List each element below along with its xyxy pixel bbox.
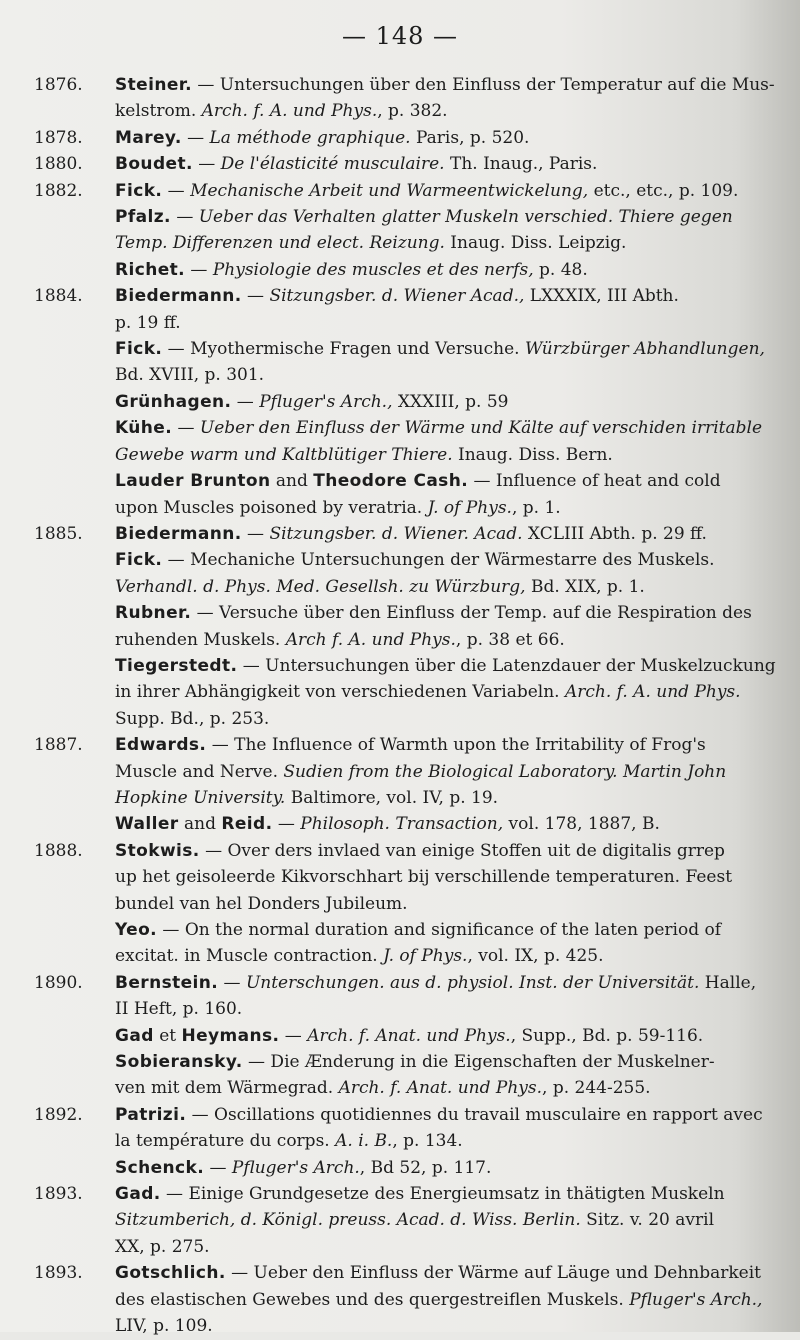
entry-text: p. 48. xyxy=(533,259,588,280)
entry-text: kelstrom. xyxy=(115,101,202,122)
entry-line xyxy=(0,864,800,890)
entry-line xyxy=(0,1181,800,1207)
entry-line xyxy=(0,336,800,362)
italic-title: Arch f. A. und Phys. xyxy=(285,629,456,650)
entry-text: Th. Inaug., Paris. xyxy=(444,154,598,175)
author-name: Bernstein. xyxy=(115,972,219,993)
entry-text: Halle, xyxy=(699,972,757,993)
italic-title: Gewebe warm und Kaltblütiger Thiere. xyxy=(115,444,453,465)
entry-text: — On the normal duration and significance of the laten period of xyxy=(157,920,722,940)
entry-line xyxy=(0,891,800,917)
entry-line xyxy=(0,415,800,441)
entry-line xyxy=(0,468,800,494)
entry-line xyxy=(0,204,800,230)
entry-line xyxy=(0,547,800,573)
author-name: Grünhagen. xyxy=(115,391,232,412)
entry-text: — xyxy=(218,972,246,993)
entry-line xyxy=(0,653,800,679)
entry-text: — xyxy=(272,814,301,835)
entry-text: — xyxy=(162,180,191,201)
bibliography-entry xyxy=(0,468,800,521)
entry-year: 1878. xyxy=(34,127,83,148)
entry-text: Inaug. Diss. Bern. xyxy=(452,444,613,465)
entry-text: , p. 134. xyxy=(392,1131,463,1152)
italic-title: Pfluger's Arch. xyxy=(231,1157,360,1178)
entry-year: 1893. xyxy=(34,1184,83,1205)
entry-year: 1892. xyxy=(34,1104,83,1125)
bibliography-entry xyxy=(0,151,800,177)
italic-title: Arch. f. A. und Phys. xyxy=(565,682,741,703)
entry-text: — xyxy=(185,259,213,280)
entry-line xyxy=(0,627,800,653)
author-name: Pfalz. xyxy=(115,207,171,228)
author-name: Theodore Cash. xyxy=(313,471,469,492)
entry-text: , p. 38 et 66. xyxy=(455,629,565,650)
entry-text: XXXIII, p. 59 xyxy=(392,391,509,412)
entry-text: — xyxy=(241,286,270,307)
bibliography-entry xyxy=(0,732,800,811)
italic-title: A. i. B. xyxy=(335,1131,393,1152)
italic-title: Arch. f. A. und Phys. xyxy=(201,101,378,122)
author-name: Patrizi. xyxy=(115,1104,187,1125)
author-name: Biedermann. xyxy=(115,523,242,544)
entry-line xyxy=(0,1075,800,1101)
entry-text: — xyxy=(279,1025,308,1046)
entry-text: bundel van hel Donders Jubileum. xyxy=(115,893,408,914)
entry-text: Baltimore, vol. IV, p. 19. xyxy=(285,787,499,808)
entry-line xyxy=(0,811,800,837)
entry-text: — xyxy=(170,207,199,228)
entry-line xyxy=(0,838,800,864)
entry-line xyxy=(0,1128,800,1154)
author-name: Sobieransky. xyxy=(115,1052,243,1073)
author-name: Fick. xyxy=(115,339,163,360)
author-name: Yeo. xyxy=(115,920,158,940)
author-name: Gad. xyxy=(115,1184,161,1205)
entry-year: 1885. xyxy=(34,523,83,544)
entry-line xyxy=(0,1234,800,1260)
author-name: Steiner. xyxy=(115,75,192,95)
bibliography-entry xyxy=(0,204,800,257)
entry-text: Bd. XVIII, p. 301. xyxy=(115,365,265,386)
author-name: Gad xyxy=(115,1025,154,1046)
entry-text: excitat. in Muscle contraction. xyxy=(115,946,384,967)
italic-title: Würzbürger Abhandlungen, xyxy=(524,339,765,360)
author-name: Richet. xyxy=(115,259,186,280)
entry-text: des elastischen Gewebes und des quergestreiflen Muskels. xyxy=(115,1289,630,1310)
entry-text: Sitz. v. 20 avril xyxy=(580,1210,715,1231)
author-name: Lauder Brunton xyxy=(115,471,271,492)
italic-title: Ueber den Einfluss der Wärme und Kälte auf verschiden irritable xyxy=(199,418,763,439)
entry-text: and xyxy=(178,814,222,835)
entry-text: Muscle and Nerve. xyxy=(115,761,284,782)
entry-text: — Influence of heat and cold xyxy=(468,471,721,492)
entry-text: — Over ders invlaed van einige Stoffen uit de digitalis grrep xyxy=(199,840,725,861)
italic-title: Ueber das Verhalten glatter Muskeln verschied. Thiere gegen xyxy=(198,207,733,228)
entry-year: 1880. xyxy=(34,154,83,175)
entry-text: XX, p. 275. xyxy=(115,1236,210,1257)
author-name: Kühe. xyxy=(115,418,173,439)
entry-text: ven mit dem Wärmegrad. xyxy=(115,1078,339,1099)
bibliography-entry xyxy=(0,125,800,151)
entry-year: 1887. xyxy=(34,735,83,756)
italic-title: Unterschungen. aus d. physiol. Inst. der Universität. xyxy=(245,972,700,993)
bibliography-entry xyxy=(0,1102,800,1155)
entry-text: etc., etc., p. 109. xyxy=(588,180,739,201)
bibliography-entry xyxy=(0,970,800,1023)
entry-line xyxy=(0,1155,800,1181)
entry-line xyxy=(0,1102,800,1128)
entry-text: — Mechaniche Untersuchungen der Wärmestarre des Muskels. xyxy=(162,550,715,571)
bibliography-entry xyxy=(0,917,800,970)
bibliography-entry xyxy=(0,1260,800,1339)
italic-title: Pfluger's Arch., xyxy=(629,1289,763,1310)
italic-title: J. of Phys. xyxy=(383,946,468,967)
entry-text: II Heft, p. 160. xyxy=(115,999,243,1020)
entry-text: , p. 382. xyxy=(377,101,448,122)
entry-text: — Untersuchungen über den Einfluss der Temperatur auf die Mus- xyxy=(191,75,775,95)
entry-text: — Ueber den Einfluss der Wärme auf Läuge und Dehnbarkeit xyxy=(225,1263,762,1284)
entry-text: , vol. IX, p. 425. xyxy=(467,946,604,967)
italic-title: Sitzungsber. d. Wiener Acad., xyxy=(269,286,525,307)
entry-text: , Bd 52, p. 117. xyxy=(359,1157,492,1178)
entry-text: — Myothermische Fragen und Versuche. xyxy=(162,339,525,360)
bibliography-entry xyxy=(0,521,800,547)
entry-line xyxy=(0,521,800,547)
entry-line xyxy=(0,1313,800,1339)
italic-title: J. of Phys. xyxy=(427,497,512,518)
entry-line xyxy=(0,1287,800,1313)
entry-text: — xyxy=(241,523,270,544)
bibliography-entry xyxy=(0,389,800,415)
entry-text: , p. 1. xyxy=(511,497,561,518)
entry-text: , p. 244-255. xyxy=(542,1078,651,1099)
bibliography-entry xyxy=(0,283,800,336)
bibliography-entry xyxy=(0,178,800,204)
entry-text: — xyxy=(172,418,200,439)
entry-year: 1893. xyxy=(34,1263,83,1284)
entry-line xyxy=(0,1207,800,1233)
entry-text: — xyxy=(192,154,221,175)
entry-text: — Oscillations quotidiennes du travail musculaire en rapport avec xyxy=(186,1104,763,1125)
bibliography-entry xyxy=(0,600,800,653)
italic-title: Verhandl. d. Phys. Med. Gesellsh. zu Würzburg, xyxy=(115,576,526,597)
bibliography-entry xyxy=(0,72,800,125)
bibliography-entry xyxy=(0,257,800,283)
entry-year: 1884. xyxy=(34,286,83,307)
author-name: Waller xyxy=(115,814,179,835)
entry-text: vol. 178, 1887, B. xyxy=(503,814,660,835)
entry-line xyxy=(0,178,800,204)
entry-year: 1876. xyxy=(34,75,83,95)
author-name: Boudet. xyxy=(115,154,193,175)
entry-text: — Einige Grundgesetze des Energieumsatz in thätigten Muskeln xyxy=(160,1184,725,1205)
italic-title: Philosoph. Transaction, xyxy=(300,814,504,835)
entry-line xyxy=(0,1049,800,1075)
italic-title: Sitzumberich, d. Königl. preuss. Acad. d. Wiss. Berlin. xyxy=(115,1210,581,1231)
author-name: Biedermann. xyxy=(115,286,242,307)
entry-text: Inaug. Diss. Leipzig. xyxy=(444,233,627,254)
bibliography-entry xyxy=(0,838,800,917)
entry-line xyxy=(0,785,800,811)
entry-text: and xyxy=(270,471,314,492)
entry-line xyxy=(0,98,800,124)
entry-year: 1888. xyxy=(34,840,83,861)
author-name: Heymans. xyxy=(181,1025,280,1046)
entry-text: XCLIII Abth. p. 29 ff. xyxy=(522,523,707,544)
entry-line xyxy=(0,574,800,600)
entry-line xyxy=(0,996,800,1022)
entry-text: up het geisoleerde Kikvorschhart bij verschillende temperaturen. Feest xyxy=(115,867,733,888)
entry-line xyxy=(0,679,800,705)
author-name: Fick. xyxy=(115,180,163,201)
entry-year: 1882. xyxy=(34,180,83,201)
entry-text: — xyxy=(231,391,260,412)
entry-line xyxy=(0,600,800,626)
author-name: Gotschlich. xyxy=(115,1263,226,1284)
entry-line xyxy=(0,230,800,256)
entry-text: la température du corps. xyxy=(115,1131,336,1152)
entry-line xyxy=(0,706,800,732)
bibliography-entry xyxy=(0,336,800,389)
bibliography-entry xyxy=(0,653,800,732)
entry-text: — xyxy=(204,1157,232,1178)
entry-text: p. 19 ff. xyxy=(115,312,181,333)
entry-line xyxy=(0,151,800,177)
entry-line xyxy=(0,732,800,758)
entry-line xyxy=(0,1023,800,1049)
entry-line xyxy=(0,72,800,98)
entry-line xyxy=(0,442,800,468)
entry-text: , Supp., Bd. p. 59-116. xyxy=(510,1025,704,1046)
italic-title: Arch. f. Anat. und Phys. xyxy=(338,1078,543,1099)
entry-text: — xyxy=(181,127,210,148)
entry-line xyxy=(0,970,800,996)
italic-title: De l'élasticité musculaire. xyxy=(220,154,445,175)
entry-line xyxy=(0,125,800,151)
author-name: Edwards. xyxy=(115,735,207,756)
bibliography-entry xyxy=(0,1155,800,1181)
entry-text: — The Influence of Warmth upon the Irritability of Frog's xyxy=(206,735,706,756)
author-name: Schenck. xyxy=(115,1157,205,1178)
entry-text: — Untersuchungen über die Latenzdauer der Muskelzuckung xyxy=(237,655,776,676)
entry-text: et xyxy=(153,1025,182,1046)
entry-text: upon Muscles poisoned by veratria. xyxy=(115,497,428,518)
entry-line xyxy=(0,759,800,785)
bibliography-entry xyxy=(0,415,800,468)
entry-line xyxy=(0,310,800,336)
author-name: Reid. xyxy=(221,814,273,835)
entry-text: — Die Ænderung in die Eigenschaften der Muskelner- xyxy=(242,1052,715,1073)
italic-title: La méthode graphique. xyxy=(209,127,411,148)
bibliography-entry xyxy=(0,547,800,600)
entry-line xyxy=(0,362,800,388)
bibliography-entry xyxy=(0,811,800,837)
italic-title: Hopkine University. xyxy=(115,787,286,808)
author-name: Marey. xyxy=(115,127,182,148)
author-name: Fick. xyxy=(115,550,163,571)
bibliography-list xyxy=(0,72,800,1340)
italic-title: Sudien from the Biological Laboratory. Martin John xyxy=(283,761,727,782)
italic-title: Mechanische Arbeit und Warmeentwickelung, xyxy=(190,180,589,201)
entry-line xyxy=(0,917,800,943)
entry-line xyxy=(0,389,800,415)
bibliography-entry xyxy=(0,1023,800,1049)
author-name: Tiegerstedt. xyxy=(115,655,238,676)
entry-line xyxy=(0,257,800,283)
entry-line xyxy=(0,943,800,969)
entry-year: 1890. xyxy=(34,972,83,993)
entry-line xyxy=(0,283,800,309)
entry-text: ruhenden Muskels. xyxy=(115,629,286,650)
entry-text: — Versuche über den Einfluss der Temp. auf die Respiration des xyxy=(191,603,752,624)
bibliography-entry xyxy=(0,1049,800,1102)
italic-title: Pfluger's Arch., xyxy=(259,391,393,412)
italic-title: Sitzungsber. d. Wiener. Acad. xyxy=(269,523,523,544)
author-name: Stokwis. xyxy=(115,840,200,861)
entry-text: Bd. XIX, p. 1. xyxy=(525,576,645,597)
italic-title: Temp. Differenzen und elect. Reizung. xyxy=(115,233,445,254)
entry-line xyxy=(0,1260,800,1286)
italic-title: Physiologie des muscles et des nerfs, xyxy=(212,259,534,280)
italic-title: Arch. f. Anat. und Phys. xyxy=(307,1025,511,1046)
bibliography-entry xyxy=(0,1181,800,1260)
author-name: Rubner. xyxy=(115,603,192,624)
entry-text: LIV, p. 109. xyxy=(115,1316,213,1337)
entry-line xyxy=(0,495,800,521)
entry-text: Paris, p. 520. xyxy=(410,127,530,148)
entry-text: LXXXIX, III Abth. xyxy=(524,286,679,307)
entry-text: in ihrer Abhängigkeit von verschiedenen Variabeln. xyxy=(115,682,565,703)
page-number: — 148 — xyxy=(341,22,459,50)
entry-text: Supp. Bd., p. 253. xyxy=(115,708,270,729)
